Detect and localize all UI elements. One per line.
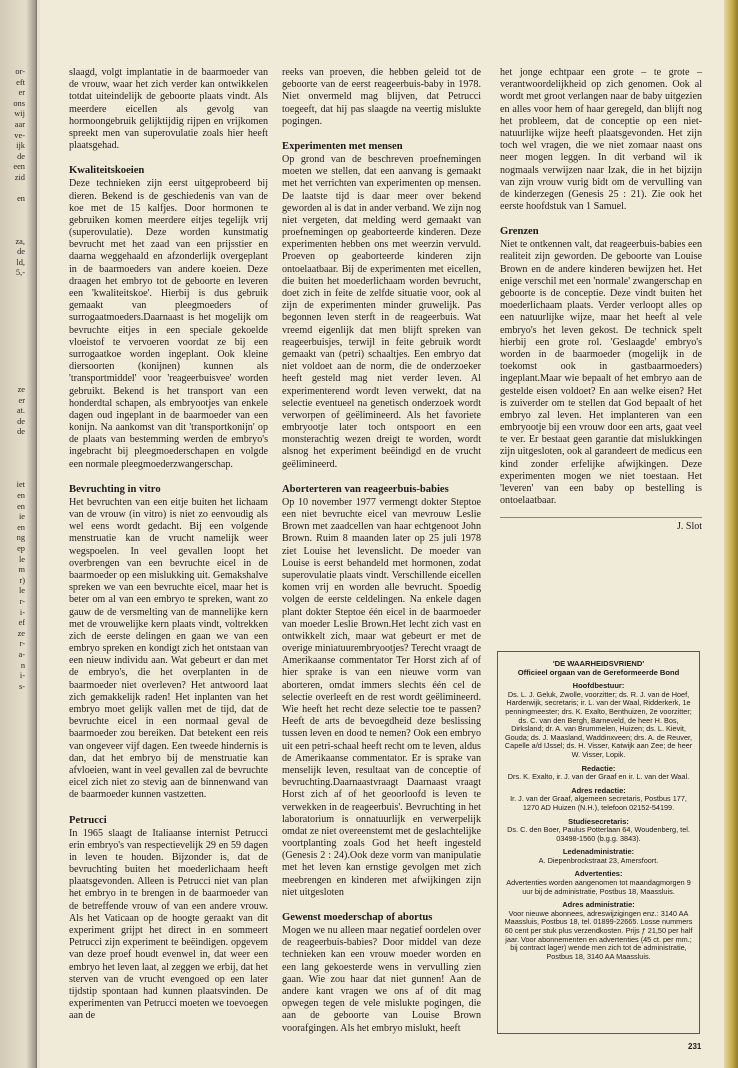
left-margin-fragment: de bbox=[17, 151, 25, 161]
paragraph: Mogen we nu alleen maar negatief oordelen over de reageerbuis-babies? Door middel van deze technieken kan een vrouw moeder worden en een lang gekoesterde wens in vervulling zien gaan. Wie zou haar dat niet gunnen! Aan de andere kant vragen we ons af of dit mag opwegen tegen de vele mislukte pogingen, die aan de geboorte van Louise Brown voorafgingen. Als het embryo mislukt, heeft bbox=[282, 925, 481, 1034]
paragraph: Deze technieken zijn eerst uitgeprobeerd bij dieren. Bekend is de geschiedenis van van de koe met de 15 kalfjes. Door hormonen te gebruiken komen meerdere eitjes tegelijk vrij (superovulatie). Deze worden kunstmatig bevrucht met het zaad van een prijsstier en daarna weggehaald en afzonderlijk overgeplant in de baarmoeders van andere koeien. Deze draagen het embryo tot de geboorte en leveren een 'kwaliteitskoe'. Hierbij is dus gebruik gemaakt van pleegmoeders of surrogaatmoeders.Daarnaast is het mogelijk om bevruchte eitjes in een speciale gekoelde vloeistof te vervoeren voordat ze bij een surrogaatkoe worden ingeplant. Ook kleine diersoorten (konijnen) kunnen als 'transportmiddel' voor 'reageerbuisvee' worden gebruikt. Bekend is het transport van een honderdtal schapen, als embryootjes van enkele dagen oud ingeplant in de baarmoeder van een konijn. Na aankomst van dit 'transportkonijn' op de plaats van bestemming werden de embryo's ingebracht bij pleegmoederschapen en volgde een normale pleegmoederzwangerschap. bbox=[69, 178, 268, 470]
text-column-2 bbox=[282, 67, 481, 1035]
left-margin-fragment: or- bbox=[15, 67, 25, 76]
left-margin-fragment: een bbox=[13, 162, 25, 172]
left-margin-fragment: de bbox=[17, 416, 25, 426]
left-margin-fragment: za, bbox=[15, 236, 25, 246]
left-margin-fragment: i- bbox=[19, 671, 25, 681]
left-margin-fragment: ijk bbox=[16, 141, 25, 151]
colophon-heading: Adres administratie: bbox=[562, 900, 635, 910]
colophon-heading: Redactie: bbox=[581, 763, 616, 773]
left-margin-fragment: ze bbox=[17, 628, 25, 638]
paragraph: Niet te ontkennen valt, dat reageerbuis-babies een realiteit zijn geworden. De geboorte van Louise Brown en de andere kinderen bewijzen het. Het enige verschil met een 'normale' zwangerschap en geboorte is de conceptie. Deze vindt buiten het moederlichaam plaats. Verder verloopt alles op een natuurlijke wijze, maar het heeft al vele embryo's het leven gekost. De technick spelt hierbij een grote rol. 'Geslaagde' embryo's worden in de baarmoeder (mogelijk in de toekomst ook in gastbaarmoeders) ingeplant.Maar wie bepaalt of het embryo aan de gestelde eisen voldoet? En aan welke eisen? Het is zuiverder om te stellen dat God bepaalt of het embryo zal leven. Het implanteren van een embryootje bij een vrouw door een arts, gaat veel te ver. Er bestaat geen garantie dat mislukkingen zijn uitgesloten, ook al garandeert de medicus een kind zonder erfelijke afwijkingen. Deze experimenten mogen we niet toestaan. Het 'leveren' van een baby op bestelling is ontoelaatbaar. bbox=[500, 239, 702, 507]
left-margin-fragment: ld, bbox=[16, 257, 25, 267]
left-margin-fragment: zid bbox=[14, 173, 25, 182]
section-heading: Grenzen bbox=[500, 226, 539, 238]
left-margin-fragment: wij bbox=[14, 109, 25, 119]
colophon-heading: Hoofdbestuur: bbox=[572, 681, 625, 691]
left-margin-fragment: de bbox=[17, 427, 25, 437]
colophon-heading: Advertenties: bbox=[574, 869, 623, 879]
text-column-3 bbox=[500, 67, 702, 534]
paragraph: In 1965 slaagt de Italiaanse internist Petrucci erin embryo's van respectievelijk 29 en 59 dagen in leven te houden. Bijzonder is, dat de bevruchting buiten het moederlichaam heeft plaatsgevonden. Alleen is Petrucci niet van plan het embryo in te brengen in de baarmoeder van de betreffende vrouw of van een andere vrouw. Als het Vaticaan op de hoogte geraakt van dit experiment grijpt het direct in en sommeert Petrucci zijn experiment te beëindigen. opgevem van deze proef houdt evenwel in, dat weer een embryo het leven laat, al zeggen we erbij, dat het sterven van de vrucht evengoed op een later tijdstip spontaan had kunnen plaatsvinden. De experimenten van Petrucci moeten we toevoegen aan de bbox=[69, 827, 268, 1022]
section-heading: Kwaliteitskoeien bbox=[69, 165, 145, 177]
left-margin-fragment: ep bbox=[17, 544, 25, 553]
left-margin-fragment: ng bbox=[16, 533, 25, 543]
left-margin-fragment: s- bbox=[18, 681, 25, 691]
left-margin-fragment: r- bbox=[19, 639, 25, 649]
left-margin-fragment: de bbox=[17, 247, 25, 257]
colophon-heading: Ledenadministratie: bbox=[562, 847, 635, 857]
left-margin-fragment: r) bbox=[19, 575, 25, 585]
colophon-text: A. Diepenbrockstraat 23, Amersfoort. bbox=[538, 855, 659, 865]
colophon-text: Advertenties worden aangenomen tot maandagmorgen 9 uur bij de administratie, Postbus 18, Maassluis. bbox=[506, 878, 691, 896]
colophon-text: Ds. L. J. Geluk, Zwolle, voorzitter; ds. R. J. van de Hoef, Harderwijk, secretaris; ir. L. van der Waal, Ridderkerk, 1e penningmeester; drs. K. Exalto, Benthuizen, 2e voorzitter; ds. C. van den Bergh, Barneveld, de heer H. Bos, Dirksland; dr. A. van Brummelen, Huizen; ds. L. Kievit, Gouda; ds. J. Maasland, Waddinxveen; drs. A. de Reuver, Capelle a/d IJssel; ds. H. Visser, Katwijk aan Zee; de heer W. Visser, Lopik. bbox=[504, 689, 693, 759]
left-margin-fragment: ie bbox=[18, 512, 25, 522]
left-margin-fragment: eft bbox=[16, 77, 25, 87]
left-margin-fragment: ze bbox=[17, 385, 25, 394]
page-number: 231 bbox=[688, 1042, 702, 1051]
left-margin-fragment: a- bbox=[18, 650, 25, 659]
colophon-heading: Adres redactie: bbox=[571, 785, 626, 795]
section-heading: Bevruchting in vitro bbox=[69, 483, 161, 495]
paragraph: slaagd, volgt implantatie in de baarmoeder van de vrouw, waar het zich verder kan ontwikkelen totdat uiteindelijk de geboorte plaats vindt. Als meerdere eicellen als gevolg van hormoongebruik gelijktijdig rijpen en vrijkomen spreekt men van superovulatie zoals hier heeft plaatsgehad. bbox=[69, 67, 268, 152]
left-margin-fragment: aar bbox=[14, 120, 25, 129]
right-edge-stripe bbox=[724, 0, 738, 1068]
text-column-1 bbox=[69, 67, 268, 1023]
left-margin-fragment: 5,- bbox=[15, 268, 25, 278]
colophon-title: 'DE WAARHEIDSVRIEND' bbox=[552, 659, 645, 668]
left-margin-fragment: r- bbox=[19, 597, 25, 606]
paragraph: Op 10 november 1977 vermengt dokter Steptoe een niet bevruchte eicel van mevrouw Leslie Brown met zaadcellen van haar echtgenoot John Brown. Ruim 8 maanden later op 25 juli 1978 ziet Louise het levenslicht. De moeder van Louise is eerst behandeld met hormonen, zodat superovulatie plaats vindt. Verschillende eicellen komen vrij en worden alle bevrucht. Spoedig volgen de eerste celdelingen. Na enkele dagen plant dokter Steptoe één eicel in de baarmoeder van moeder Leslie Brown.Het lecht zich vast en ontwikkelt zich, maar wat gebeurt er met de overige miniatuurembryootjes? Terecht vraagt de Amerikaanse commentator Ter Horst zich af of hier sprake is van een nieuwe vorm van aborteren, omdat immers slechts één cel de selectie overleeft en de rest wordt geëlimineerd. Wie heeft het recht deze selectie toe te passen? Heeft de arts de bevoegdheid deze beslissing tussen leven en dood te nemen? Ook een embryo uit een petri-schaal heeft recht om te leven, aldus de Amerikaanse commentator. Er is sprake van menselijk leven, resultaat van de conceptie of bevruchting.Daarnaastvraagt Daarnaast vraagt Horst zich af of het geoorloofd is leven te verwekken in de reageerbuis'. Bevruchting in het laboratorium is onnatuurlijk en verwerpelijk omdat ze niet overeenstemt met de geslachtelijke voortplanting zoals God het heeft ingesteld (Genesis 2 : 24).Ook deze vorm van manipulatie met het leven kan ernstige gevolgen met zich meebrengen en kinderen met afwijkingen zijn niet uitgesloten bbox=[282, 496, 481, 898]
colophon-heading: Studiesecretaris: bbox=[568, 816, 629, 826]
colophon-text: Ir. J. van der Graaf, algemeen secretaris, Postbus 177, 1270 AD Huizen (N.H.), telefoon 02152-54199. bbox=[510, 794, 687, 812]
author-signature: J. Slot bbox=[500, 517, 702, 533]
left-margin-fragment: en bbox=[17, 501, 25, 511]
section-heading: Experimenten met mensen bbox=[282, 140, 403, 152]
colophon-text: Drs. K. Exalto, ir. J. van der Graaf en ir. L. van der Waal. bbox=[507, 772, 690, 782]
left-margin-fragment: at. bbox=[16, 406, 25, 416]
left-margin-fragment: en bbox=[17, 491, 25, 500]
left-margin-fragment: iet bbox=[16, 480, 25, 490]
left-margin-fragment: n bbox=[20, 660, 25, 670]
left-margin-fragment: er bbox=[18, 88, 25, 98]
left-margin-fragment: en bbox=[17, 194, 25, 204]
colophon-sections bbox=[504, 682, 693, 961]
left-margin-fragment: en bbox=[17, 522, 25, 532]
left-margin-fragment: m bbox=[18, 565, 25, 575]
left-margin-fragment: ve- bbox=[14, 130, 25, 140]
left-margin-fragment: i- bbox=[19, 607, 25, 617]
colophon-subtitle: Officieel orgaan van de Gereformeerde Bond bbox=[517, 667, 680, 677]
colophon-text: Ds. C. den Boer, Paulus Potterlaan 64, Woudenberg, tel. 03498-1560 (b.g.g. 3843). bbox=[507, 825, 690, 843]
paragraph: Op grond van de beschreven proefnemingen moeten we stellen, dat een aanvang is gemaakt met het verrichten van experimenten op mensen. De laatste tijd is daar meer over bekend geworden al is dat in ander verband. We zijn nog niet vergeten, dat melding werd gemaakt van proefnemingen op geaborteerde kinderen. Deze experimenten hebben ons met weerzin vervuld. Proeven op geaborteerde kinderen zijn ontoelaatbaar. Bij de experimenten met eicellen, die buiten het moederlichaam worden bevrucht, doet zich in feite de zelfde situatie voor, ook al zijn de experimenten minder gruwelijk. Pas begonnen leven sterft in de reageerbuis. Wat vreemd eigenlijk dat men blijft spreken van reageerbuisjes, terwijl in feite gebruik wordt gemaakt van (petri) schaaltjes. Een embryo dat niet voldoet aan de norm, die de onderzoeker heeft gesteld mag niet verder leven. Al experimenterend wordt leven verwekt, dat na selectie eventueel na genetisch onderzoek wordt verworpen of geëlimineerd. Als het favoriete embryootje later toch ontspoort en een monsterachtig wezen dreigt te worden, wordt alsnog het experiment beëindigd en de vrucht geëlimineerd. bbox=[282, 153, 481, 470]
paragraph: reeks van proeven, die hebben geleid tot de geboorte van de eerst reageerbuis-baby in 1978. Niet onvermeld mag blijven, dat Petrucci toegeeft, dat hij pas slaagde na veertig mislukte pogingen. bbox=[282, 67, 481, 127]
left-page-edge bbox=[0, 0, 37, 1068]
left-margin-fragment: er bbox=[18, 395, 25, 405]
section-heading: Aborterteren van reageerbuis-babies bbox=[282, 483, 449, 495]
left-margin-fragment: ons bbox=[13, 98, 25, 108]
paragraph: Het bevruchten van een eitje buiten het lichaam van de vrouw (in vitro) is niet zo eenvoudig als wel eens wordt gedacht. Bij een volgende menstruatie kan de vrucht namelijk weer wegspoelen. In veel gevallen loopt het overbrengen van een bevruchte eicel in de baarmoeder op een mislukking uit. Gemakshalve spreken we van een bevruchte eicel, maar het is beter om al van een embryo te spreken, want zo gauw de de versmelting van de mannelijke kern met de vrouwelijke kern plaats vindt, voltrekken zich de eerste delingen en gaan we van een embryo spreken en kondigt zich het ontstaan van een nieuw individu aan. Wat gebeurt er dan met de embryo's, die het overplanten in de baarmoeder niet overleven? Het antwoord laat zich gemakkelijk raden! Het inplanten van het embryo moet gelijk vallen met de tijd, dat de bevruchte eicel in een normaal geval de baarmoeder zou bereiken. Dat betekent een reis van ongeveer vijf dagen. Een tweede hindernis is dan, dat het embryo bij de menstruatie kan afvloeien, want in veel gevallen zal de bevruchte eicel zich niet zo stevig aan de binnenwand van de baarmoeder kunnen vastzetten. bbox=[69, 496, 268, 801]
left-margin-fragment: le bbox=[18, 554, 25, 564]
section-heading: Petrucci bbox=[69, 814, 107, 826]
paragraph: het jonge echtpaar een grote – te grote – verantwoordelijkheid op zich genomen. Ook al wordt met groot verlangen naar de baby uitgezien en alles voor hem of haar geregeld, dan blijft nog het probleem, dat de conceptie op een niet-natuurlijke wijze heeft plaatsgevonden. Het zijn toch wel vragen, die we niet zomaar naast ons neer mogen leggen. In dit verband wil ik nogmaals verwijzen naar Izak, die in het bijzijn van zijn vrouw vurig bidt om de vervulling van de kinderzegen (Genesis 25 : 21). Zie ook het eerste hoofdstuk van 1 Samuel. bbox=[500, 67, 702, 213]
colophon-text: Voor nieuwe abonnees, adreswijzigingen enz.: 3140 AA Maassluis, Postbus 18, tel. 01899-22665. Losse nummers 60 cent per stuk plus verzendkosten. Prijs ƒ 21,50 per half jaar. Voor abonnementen en advertenties (45 ct. per mm.; bij contract lager) wende men zich tot de administratie, Postbus 18, 3140 AA Maassluis. bbox=[504, 908, 693, 961]
left-margin-fragment: le bbox=[18, 586, 25, 596]
colophon-box bbox=[497, 651, 700, 1034]
section-heading: Gewenst moederschap of abortus bbox=[282, 912, 433, 923]
left-margin-fragment: ef bbox=[18, 618, 25, 628]
